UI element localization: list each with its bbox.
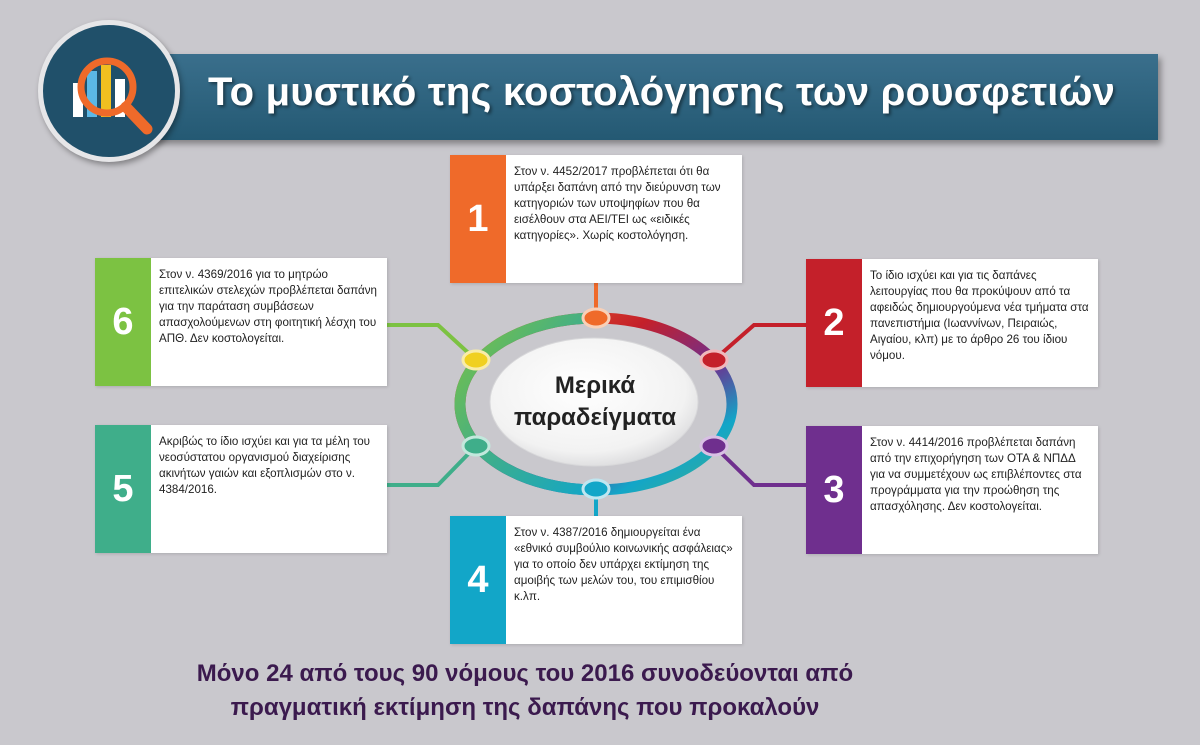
connector-6 [385, 325, 476, 360]
footer-line2: πραγματική εκτίμηση της δαπάνης που προκαλούν [230, 694, 820, 721]
card-number-6: 6 [95, 258, 151, 386]
card-4 [450, 516, 742, 644]
node-dot-5 [463, 437, 489, 455]
card-2 [806, 259, 1098, 387]
node-dot-3 [701, 437, 727, 455]
node-dot-2 [701, 351, 727, 369]
card-number-5: 5 [95, 425, 151, 553]
card-5 [95, 425, 387, 553]
card-text-4: Στον ν. 4387/2016 δημιουργείται ένα «εθνικό συμβούλιο κοινωνικής ασφάλειας» για το οποίο δεν υπάρχει εκτίμηση της αμοιβής των μελών του, του επιμισθίου κ.λπ. [514, 526, 733, 603]
card-text-1: Στον ν. 4452/2017 προβλέπεται ότι θα υπάρξει δαπάνη από την διεύρυνση των κατηγοριών των υποψηφίων που θα εισέλθουν στα ΑΕΙ/ΤΕΙ ως «ειδικές κατηγορίες». Χωρίς κοστολόγηση. [514, 165, 721, 242]
page-title: Το μυστικό της κοστολόγησης των ρουσφετιών [208, 70, 1116, 114]
node-dot-6 [463, 351, 489, 369]
connector-3 [714, 446, 808, 485]
title-banner [150, 54, 1158, 140]
card-3 [806, 426, 1098, 554]
card-text-6: Στον ν. 4369/2016 για το μητρώο επιτελικών στελεχών προβλέπεται δαπάνη για την παράταση συμβάσεων απασχολούμενων στη φοιτητική λέσχη του ΑΠΘ. Δεν κοστολογείται. [159, 268, 377, 345]
connector-5 [385, 446, 476, 485]
card-6 [95, 258, 387, 386]
card-number-2: 2 [806, 259, 862, 387]
card-text-2: Το ίδιο ισχύει και για τις δαπάνες λειτουργίας που θα προκύψουν από τα αφειδώς δημιουργούμενα νέα τμήματα στα πανεπιστήμια (Ιωαννίνων, Πειραιώς, Αιγαίου, κλπ) με το άρθρο 26 του ίδιου νόμου. [870, 269, 1089, 362]
footer-line1: Μόνο 24 από τους 90 νόμους του 2016 συνοδεύονται από [196, 660, 854, 687]
center-label-line1: Μερικά [554, 372, 636, 399]
logo-badge [38, 20, 180, 162]
connector-2 [714, 325, 808, 360]
center-label [494, 338, 696, 466]
card-text-3: Στον ν. 4414/2016 προβλέπεται δαπάνη από την επιχορήγηση των ΟΤΑ & ΝΠΔΔ για να συμμετέχουν ως επιβλέποντες στα προγράμματα για την προώθηση της απασχόλησης. Δεν κοστολογείται. [870, 436, 1082, 513]
card-1 [450, 155, 742, 283]
center-label-line2: παραδείγματα [513, 404, 677, 431]
magnifier-chart-icon [43, 25, 175, 157]
card-number-1: 1 [450, 155, 506, 283]
card-number-4: 4 [450, 516, 506, 644]
node-dot-4 [583, 480, 609, 498]
node-dot-1 [583, 309, 609, 327]
card-number-3: 3 [806, 426, 862, 554]
card-text-5: Ακριβώς το ίδιο ισχύει και για τα μέλη του νεοσύστατου οργανισμού διαχείρισης ακινήτων γαιών και εξοπλισμών στο ν. 4384/2016. [159, 435, 371, 496]
